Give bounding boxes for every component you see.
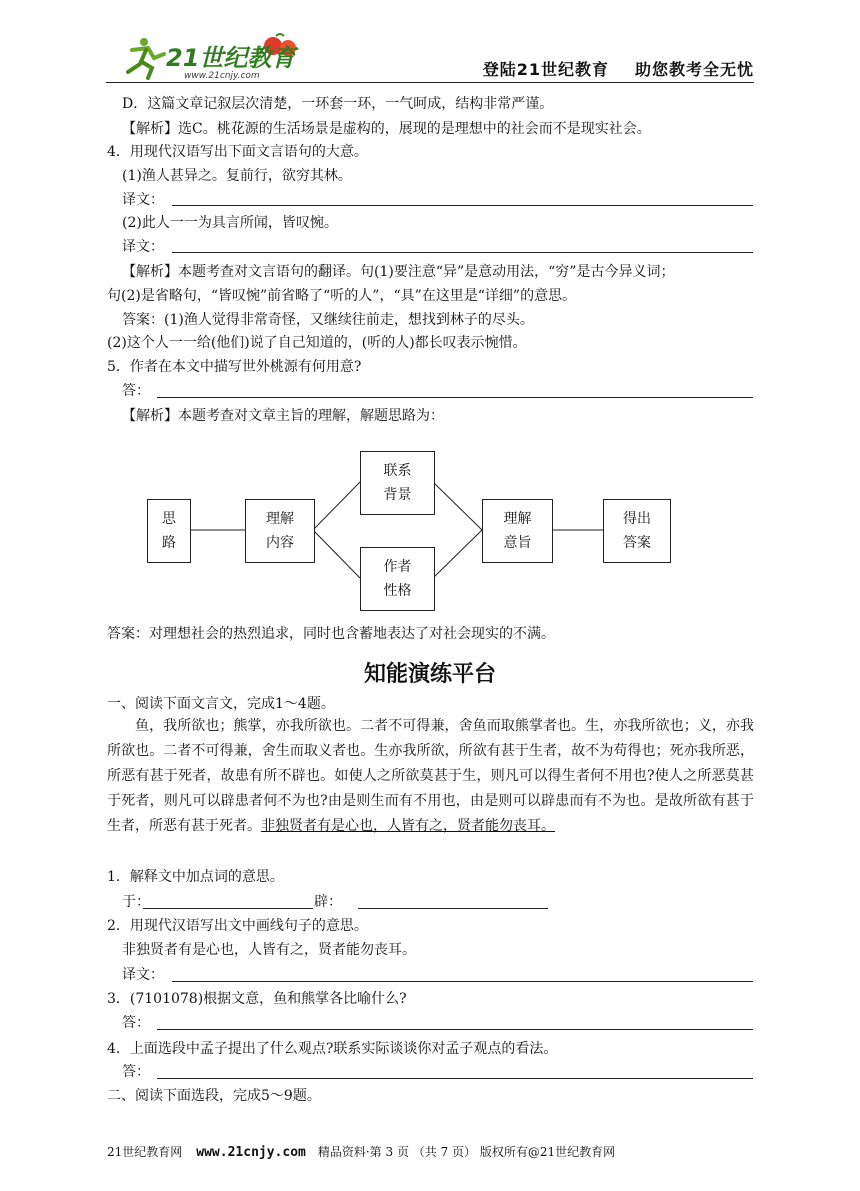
answer-q4-line2: (2)这个人一一给(他们)说了自己知道的，(听的人)都长叹表示惋惜。 — [107, 335, 527, 351]
q4-answer-label: 答： — [122, 1064, 150, 1080]
q2-translation-blank[interactable] — [172, 981, 753, 982]
q1-label-bi: 辟： — [314, 894, 342, 910]
question-5: 5．作者在本文中描写世外桃源有何用意? — [107, 359, 362, 375]
translation-label-1: 译文： — [122, 192, 164, 208]
passage-text: 鱼，我所欲也；熊掌，亦我所欲也。二者不可得兼，舍鱼而取熊掌者也。生，亦我所欲也；义，亦我所欲也。二者不可得兼，舍生而取义者也。生亦我所欲，所欲有甚于生者，故不为苟得也；死亦我所恶，所恶有甚于死者，故患有所不辟也。如使人之所欲莫甚于生，则凡可以得生者何不用也?使人之所恶莫甚于死者，则凡可以辟患者何不为也?由是则生而有不用也，由是则可以辟患而有不为也。是故所欲有甚于生者，所恶有甚于死者。 — [107, 718, 754, 834]
q2-sentence: 非独贤者有是心也，人皆有之，贤者能勿丧耳。 — [122, 942, 416, 958]
flow-box-understand-theme-line2: 意旨 — [503, 535, 532, 551]
section-title: 知能演练平台 — [363, 662, 496, 687]
slogan-help: 助您教考全无忧 — [634, 60, 754, 79]
analysis-q4-line2: 句(2)是省略句，“皆叹惋”前省略了“听的人”，“具”在这里是“详细”的意思。 — [107, 288, 577, 304]
q1-prompt: 1．解释文中加点词的意思。 — [107, 869, 284, 885]
flow-box-answer-line1: 得出 — [623, 511, 651, 527]
flow-box-understand-theme-line1: 理解 — [503, 511, 532, 527]
q3-answer-blank[interactable] — [157, 1029, 753, 1030]
flow-box-answer-line2: 答案 — [623, 535, 651, 551]
slogan-login: 登陆21世纪教育 — [482, 60, 609, 79]
flow-box-silu-line2: 路 — [162, 535, 176, 551]
classical-passage — [107, 714, 754, 839]
answer-label-5: 答： — [122, 383, 150, 399]
analysis-q5: 【解析】本题考查对文章主旨的理解，解题思路为： — [122, 408, 444, 424]
footer-page-info: 精品资料·第 3 页 （共 7 页） 版权所有@21世纪教育网 — [317, 1145, 616, 1159]
answer-q4-line1: 答案：(1)渔人觉得非常奇怪，又继续往前走，想找到林子的尽头。 — [122, 312, 534, 328]
flow-box-background — [360, 451, 435, 515]
question-4-2: (2)此人一一为具言所闻，皆叹惋。 — [122, 215, 338, 231]
translation-label-2: 译文： — [122, 239, 164, 255]
q2-prompt: 2．用现代汉语写出文中画线句子的意思。 — [107, 918, 368, 934]
passage-underlined-sentence: 非独贤者有是心也，人皆有之，贤者能勿丧耳。 — [261, 818, 555, 834]
part2-intro: 二、阅读下面选段，完成5～9题。 — [107, 1088, 321, 1104]
flow-box-silu-line1: 思 — [162, 511, 176, 527]
analysis-q3: 【解析】选C。桃花源的生活场景是虚构的，展现的是理想中的社会而不是现实社会。 — [122, 121, 651, 137]
flow-box-understand-theme — [482, 499, 553, 563]
flow-box-author-character-line2: 性格 — [383, 583, 412, 599]
question-4-1: (1)渔人甚异之。复前行，欲穷其林。 — [122, 168, 352, 184]
flow-box-understand-content — [245, 499, 315, 563]
flow-box-silu — [147, 499, 191, 563]
logo-text: 21世纪教育 — [166, 44, 296, 72]
question-4: 4．用现代汉语写出下面文言语句的大意。 — [107, 144, 368, 160]
q3-prompt: 3．(7101078)根据文意，鱼和熊掌各比喻什么? — [107, 991, 407, 1007]
flow-box-background-line2: 背景 — [383, 487, 412, 503]
flow-box-understand-content-line1: 理解 — [266, 511, 294, 527]
page-footer — [107, 1143, 615, 1160]
flow-box-author-character-line1: 作者 — [383, 559, 412, 575]
q4-prompt: 4．上面选段中孟子提出了什么观点?联系实际谈谈你对孟子观点的看法。 — [107, 1041, 558, 1057]
q2-translation-label: 译文： — [122, 967, 164, 983]
flow-box-answer — [603, 499, 671, 563]
q3-answer-label: 答： — [122, 1015, 150, 1031]
part1-intro: 一、阅读下面文言文，完成1～4题。 — [107, 696, 335, 712]
q1-label-yu: 于： — [122, 894, 150, 910]
footer-url[interactable]: www.21cnjy.com — [196, 1145, 306, 1160]
answer-q5: 答案：对理想社会的热烈追求，同时也含蓄地表达了对社会现实的不满。 — [107, 626, 555, 642]
footer-site-name: 21世纪教育网 — [107, 1145, 183, 1159]
flow-box-background-line1: 联系 — [383, 463, 412, 479]
option-d: D．这篇文章记叙层次清楚，一环套一环，一气呵成，结构非常严谨。 — [122, 96, 554, 112]
q1-blank-yu[interactable] — [143, 908, 313, 909]
logo-url-text: www.21cnjy.com — [184, 71, 260, 81]
flow-box-understand-content-line2: 内容 — [266, 535, 294, 551]
q4-answer-blank[interactable] — [157, 1078, 753, 1079]
analysis-q4-line1: 【解析】本题考查对文言语句的翻译。句(1)要注意“异”是意动用法，“穷”是古今异义词； — [122, 264, 675, 280]
flow-box-author-character — [360, 547, 435, 611]
q1-blank-bi[interactable] — [358, 908, 548, 909]
